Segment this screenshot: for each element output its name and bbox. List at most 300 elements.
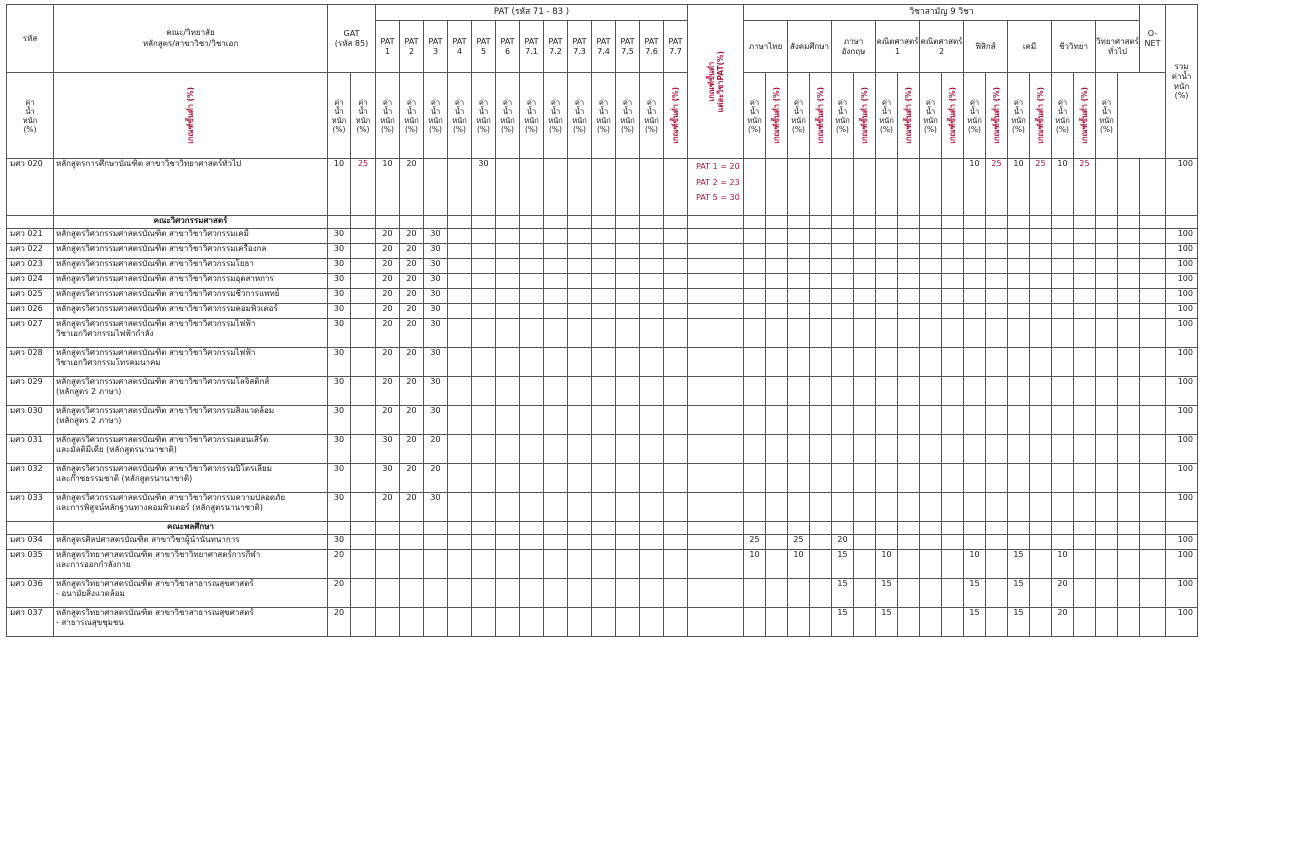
score-cell (664, 289, 688, 304)
table-row (7, 435, 1198, 464)
empty-cell (898, 522, 920, 535)
score-cell (832, 464, 854, 493)
empty-cell (1140, 216, 1166, 229)
score-cell (920, 348, 942, 377)
total-line-1: รวม (1174, 62, 1189, 72)
weight-header-line: ค่า (881, 97, 892, 107)
score-cell: 25 (1074, 159, 1096, 216)
score-cell (1008, 244, 1030, 259)
score-cell (942, 493, 964, 522)
score-cell (1096, 435, 1118, 464)
score-cell: 15 (832, 608, 854, 637)
score-cell (640, 579, 664, 608)
empty-cell (664, 522, 688, 535)
subject-col-header (832, 21, 876, 73)
score-cell (1074, 259, 1096, 274)
score-cell (964, 406, 986, 435)
pat-min-cell (688, 464, 744, 493)
score-cell (592, 259, 616, 274)
weight-header-line: น้ำ (749, 106, 760, 116)
empty-cell (520, 522, 544, 535)
program-name-line: หลักสูตรวิศวกรรมศาสตรบัณฑิต สาขาวิชาวิศวกรรมสิ่งแวดล้อม (56, 406, 275, 415)
score-cell (898, 377, 920, 406)
score-cell (920, 319, 942, 348)
score-cell (810, 435, 832, 464)
score-cell (351, 289, 376, 304)
score-cell (964, 435, 986, 464)
program-name-line: หลักสูตรวิศวกรรมศาสตรบัณฑิต สาขาวิชาวิศวกรรมเคมี (56, 229, 249, 238)
score-cell (744, 579, 766, 608)
pat-col-header (640, 21, 664, 73)
score-cell (942, 289, 964, 304)
score-cell (810, 159, 832, 216)
score-cell: 20 (400, 435, 424, 464)
score-cell (986, 377, 1008, 406)
score-cell (1052, 229, 1074, 244)
score-cell (942, 435, 964, 464)
pat-col-header-line: 7.2 (549, 46, 562, 56)
score-cell (744, 304, 766, 319)
score-cell: 15 (832, 579, 854, 608)
pat-col-header-line: 2 (408, 46, 415, 56)
score-cell (898, 348, 920, 377)
program-name-line: หลักสูตรวิทยาศาสตรบัณฑิต สาขาวิชาสาธารณสุขศาสตร์ (56, 579, 254, 588)
score-cell (568, 274, 592, 289)
weight-header-line: (%) (597, 124, 610, 134)
weight-header-line: (%) (645, 124, 658, 134)
score-cell (876, 493, 898, 522)
score-cell (496, 259, 520, 274)
empty-cell (400, 522, 424, 535)
pat-min-cell (688, 274, 744, 289)
program-name-line: หลักสูตรวิศวกรรมศาสตรบัณฑิต สาขาวิชาวิศวกรรมไฟฟ้า (56, 348, 256, 357)
empty-cell (876, 216, 898, 229)
score-cell (766, 159, 788, 216)
program-code: มศว 032 (7, 464, 54, 493)
score-cell (1052, 435, 1074, 464)
empty-cell (788, 522, 810, 535)
score-cell (496, 608, 520, 637)
score-cell (942, 377, 964, 406)
empty-cell (766, 522, 788, 535)
score-cell (664, 579, 688, 608)
subject-col-header-line: คณิตศาสตร์ 1 (876, 36, 919, 56)
score-cell (1118, 608, 1140, 637)
score-cell (788, 377, 810, 406)
score-cell (1140, 464, 1166, 493)
empty-cell (472, 216, 496, 229)
score-cell: 25 (744, 535, 766, 550)
pat-col-header-line: 7.4 (597, 46, 610, 56)
score-cell (898, 274, 920, 289)
table-row (7, 406, 1198, 435)
score-cell (1096, 550, 1118, 579)
score-cell (986, 406, 1008, 435)
score-cell (496, 244, 520, 259)
score-cell (788, 608, 810, 637)
score-cell (568, 348, 592, 377)
pat-col-header (568, 21, 592, 73)
empty-cell (496, 216, 520, 229)
onet-header (1140, 5, 1166, 73)
program-name (54, 348, 328, 377)
pat-col-header (472, 21, 496, 73)
empty-cell (766, 216, 788, 229)
pat-col-header (400, 21, 424, 73)
score-cell (1074, 377, 1096, 406)
subject-col-header (876, 21, 920, 73)
score-cell (592, 608, 616, 637)
score-cell (520, 377, 544, 406)
score-cell (766, 348, 788, 377)
score-cell (472, 319, 496, 348)
score-cell (1030, 464, 1052, 493)
score-cell (1030, 229, 1052, 244)
score-cell (640, 304, 664, 319)
score-cell: 10 (964, 159, 986, 216)
min-col-header (810, 73, 832, 159)
empty-cell (592, 522, 616, 535)
score-cell (664, 608, 688, 637)
score-cell (1118, 259, 1140, 274)
weight-col-header (1052, 73, 1074, 159)
subject-col-header-line: สังคมศึกษา (789, 41, 830, 51)
score-cell (1140, 289, 1166, 304)
weight-header-line: น้ำ (969, 106, 980, 116)
program-name (54, 159, 328, 216)
score-cell (1096, 377, 1118, 406)
empty-cell (1140, 522, 1166, 535)
score-cell (810, 259, 832, 274)
table-row (7, 608, 1198, 637)
score-cell (424, 550, 448, 579)
score-cell (640, 229, 664, 244)
score-cell (664, 435, 688, 464)
score-cell: 20 (1052, 608, 1074, 637)
weight-header-line: (%) (405, 124, 418, 134)
score-cell (810, 550, 832, 579)
weight-header-line: ค่า (358, 97, 368, 107)
min-col-header (986, 73, 1008, 159)
score-cell (520, 289, 544, 304)
score-cell (520, 579, 544, 608)
weight-table (6, 4, 1198, 637)
score-cell (1074, 535, 1096, 550)
score-cell (920, 229, 942, 244)
score-cell (744, 464, 766, 493)
score-cell: 20 (400, 319, 424, 348)
score-cell (1118, 244, 1140, 259)
subject-col-header (964, 21, 1008, 73)
code-header-label: รหัส (22, 33, 38, 43)
score-cell (744, 608, 766, 637)
score-cell (640, 377, 664, 406)
score-cell (520, 493, 544, 522)
weight-header-line: ค่า (1101, 97, 1112, 107)
score-cell (568, 304, 592, 319)
score-cell: 30 (424, 377, 448, 406)
empty-cell (986, 522, 1008, 535)
score-cell (744, 493, 766, 522)
pat-col-header-line: 6 (504, 46, 511, 56)
score-cell (854, 229, 876, 244)
pat-col-header-line: PAT (476, 36, 491, 46)
program-code: มศว 028 (7, 348, 54, 377)
program-code: มศว 021 (7, 229, 54, 244)
score-cell: 30 (328, 464, 351, 493)
score-cell (744, 377, 766, 406)
score-cell (472, 550, 496, 579)
empty-cell (496, 522, 520, 535)
table-row (7, 348, 1198, 377)
score-cell: 30 (424, 319, 448, 348)
score-cell (472, 348, 496, 377)
score-cell (1140, 304, 1166, 319)
score-cell (876, 406, 898, 435)
score-cell (788, 259, 810, 274)
empty-cell (854, 522, 876, 535)
score-cell (854, 535, 876, 550)
weight-header-row (7, 73, 1198, 159)
score-cell (766, 274, 788, 289)
score-cell (568, 289, 592, 304)
score-cell (898, 259, 920, 274)
score-cell (544, 493, 568, 522)
program-header (54, 5, 328, 73)
weight-header-line: น้ำ (646, 106, 657, 116)
weight-header-line: (%) (1012, 124, 1025, 134)
weight-header-line: (%) (332, 124, 346, 134)
score-cell (854, 159, 876, 216)
empty-cell (448, 216, 472, 229)
score-cell: 20 (400, 289, 424, 304)
program-name (54, 304, 328, 319)
score-cell (1140, 159, 1166, 216)
program-code: มศว 034 (7, 535, 54, 550)
score-cell (1140, 435, 1166, 464)
score-cell (964, 259, 986, 274)
weight-header-line: ค่า (622, 97, 633, 107)
score-cell (640, 535, 664, 550)
weight-header-line: น้ำ (1101, 106, 1112, 116)
score-cell (1052, 244, 1074, 259)
program-name-line: หลักสูตรวิศวกรรมศาสตรบัณฑิต สาขาวิชาวิศวกรรมโลจิสติกส์ (56, 377, 270, 386)
pat-group-label: PAT (รหัส 71 - 83 ) (493, 7, 570, 18)
subject-col-header-line: คณิตศาสตร์ 2 (920, 36, 963, 56)
score-cell (592, 535, 616, 550)
score-cell (400, 550, 424, 579)
score-cell (448, 493, 472, 522)
total-cell: 100 (1166, 406, 1198, 435)
program-header-line-1: คณะ/วิทยาลัย (166, 27, 215, 37)
score-cell: 30 (328, 289, 351, 304)
weight-header-line: หนัก (428, 115, 443, 125)
pat-col-header-line: PAT (404, 36, 419, 46)
weight-header-line: ค่า (1057, 97, 1068, 107)
weight-col-header (7, 73, 54, 159)
score-cell (1074, 244, 1096, 259)
score-cell (942, 304, 964, 319)
score-cell: 25 (351, 159, 376, 216)
score-cell: 30 (328, 229, 351, 244)
pat-min-value: PAT 5 = 30 (696, 193, 740, 203)
score-cell (616, 550, 640, 579)
score-cell (351, 244, 376, 259)
score-cell (832, 229, 854, 244)
weight-col-header (496, 73, 520, 159)
program-name-line: หลักสูตรวิศวกรรมศาสตรบัณฑิต สาขาวิชาวิศวกรรมอุตสาหการ (56, 274, 274, 283)
pat-min-line-1: เกณฑ์ขั้นต่ำ (706, 61, 716, 102)
weight-header-line: น้ำ (574, 106, 585, 116)
score-cell (942, 464, 964, 493)
table-row (7, 377, 1198, 406)
program-name (54, 464, 328, 493)
score-cell: 30 (424, 244, 448, 259)
score-cell (744, 159, 766, 216)
empty-cell (520, 216, 544, 229)
score-cell: 30 (424, 406, 448, 435)
pat-col-header-line: PAT (548, 36, 563, 46)
score-cell (920, 377, 942, 406)
score-cell (1118, 579, 1140, 608)
empty-cell (544, 522, 568, 535)
score-cell: 20 (400, 274, 424, 289)
weight-header-line: ค่า (406, 97, 417, 107)
score-cell (942, 348, 964, 377)
program-name (54, 319, 328, 348)
score-cell (766, 259, 788, 274)
score-cell: 30 (328, 304, 351, 319)
score-cell: 20 (400, 377, 424, 406)
weight-header-line: ค่า (574, 97, 585, 107)
weight-header-line: หนัก (923, 115, 938, 125)
score-cell (1074, 348, 1096, 377)
empty-cell (898, 216, 920, 229)
empty-cell (448, 522, 472, 535)
empty-cell (1166, 522, 1198, 535)
subject-col-header-line: ฟิสิกส์ (975, 41, 996, 51)
score-cell (744, 289, 766, 304)
score-cell (351, 377, 376, 406)
score-cell (744, 435, 766, 464)
score-cell (1096, 406, 1118, 435)
score-cell (920, 274, 942, 289)
score-cell (898, 535, 920, 550)
pat-min-header (688, 5, 744, 159)
score-cell (1052, 493, 1074, 522)
score-cell (496, 319, 520, 348)
pat-min-cell (688, 159, 744, 216)
program-name-line: หลักสูตรวิศวกรรมศาสตรบัณฑิต สาขาวิชาวิศวกรรมไฟฟ้า (56, 319, 256, 328)
weight-header-line: น้ำ (358, 106, 368, 116)
score-cell (986, 493, 1008, 522)
weight-header-line: ค่า (598, 97, 609, 107)
score-cell: 20 (376, 274, 400, 289)
score-cell: 20 (400, 244, 424, 259)
score-cell (854, 348, 876, 377)
weight-col-header (640, 73, 664, 159)
weight-header-line: (%) (573, 124, 586, 134)
score-cell (1008, 464, 1030, 493)
score-cell: 30 (472, 159, 496, 216)
score-cell (520, 229, 544, 244)
score-cell (986, 274, 1008, 289)
score-cell: 20 (400, 406, 424, 435)
score-cell (898, 608, 920, 637)
score-cell (472, 244, 496, 259)
gat-header-line-2: (รหัส 85) (334, 38, 369, 48)
score-cell (1074, 435, 1096, 464)
score-cell: 10 (876, 550, 898, 579)
score-cell (744, 274, 766, 289)
empty-cell (640, 522, 664, 535)
pat-col-header-line: 7.1 (525, 46, 538, 56)
min-header-text: เกณฑ์ขั้นต่ำ (%) (671, 87, 680, 144)
weight-header-line: (%) (525, 124, 538, 134)
score-cell (1118, 304, 1140, 319)
score-cell (1074, 464, 1096, 493)
score-cell (520, 348, 544, 377)
score-cell (664, 259, 688, 274)
score-cell (351, 348, 376, 377)
score-cell (351, 579, 376, 608)
score-cell (876, 289, 898, 304)
score-cell (568, 259, 592, 274)
score-cell (854, 289, 876, 304)
score-cell (832, 319, 854, 348)
score-cell (876, 348, 898, 377)
weight-header-line: น้ำ (25, 106, 35, 116)
score-cell (788, 406, 810, 435)
score-cell (964, 229, 986, 244)
score-cell (448, 608, 472, 637)
score-cell (1096, 348, 1118, 377)
program-name-line: และการพิสูจน์หลักฐานทางคอมพิวเตอร์ (หลักสูตรนานาชาติ) (56, 502, 263, 512)
score-cell (898, 319, 920, 348)
score-cell (1140, 319, 1166, 348)
score-cell (472, 274, 496, 289)
program-name (54, 274, 328, 289)
weight-header-line: ค่า (550, 97, 561, 107)
pat-col-header-line: 3 (432, 46, 439, 56)
score-cell (876, 274, 898, 289)
score-cell (472, 535, 496, 550)
score-cell (592, 304, 616, 319)
score-cell: 30 (424, 348, 448, 377)
pat-col-header-line: PAT (380, 36, 395, 46)
score-cell (448, 229, 472, 244)
score-cell (854, 579, 876, 608)
score-cell (876, 319, 898, 348)
score-cell (1030, 259, 1052, 274)
weight-header-line: น้ำ (406, 106, 417, 116)
weight-header-line: น้ำ (837, 106, 848, 116)
score-cell (1030, 406, 1052, 435)
score-cell (400, 608, 424, 637)
score-cell (568, 159, 592, 216)
score-cell (766, 608, 788, 637)
score-cell (1140, 259, 1166, 274)
score-cell (544, 579, 568, 608)
pat-col-header-line: PAT (524, 36, 539, 46)
score-cell: 30 (328, 348, 351, 377)
faculty-code-cell (7, 522, 54, 535)
score-cell (544, 535, 568, 550)
pat-col-header (496, 21, 520, 73)
score-cell (942, 535, 964, 550)
score-cell (351, 406, 376, 435)
pat-col-header-line: 7.5 (621, 46, 634, 56)
